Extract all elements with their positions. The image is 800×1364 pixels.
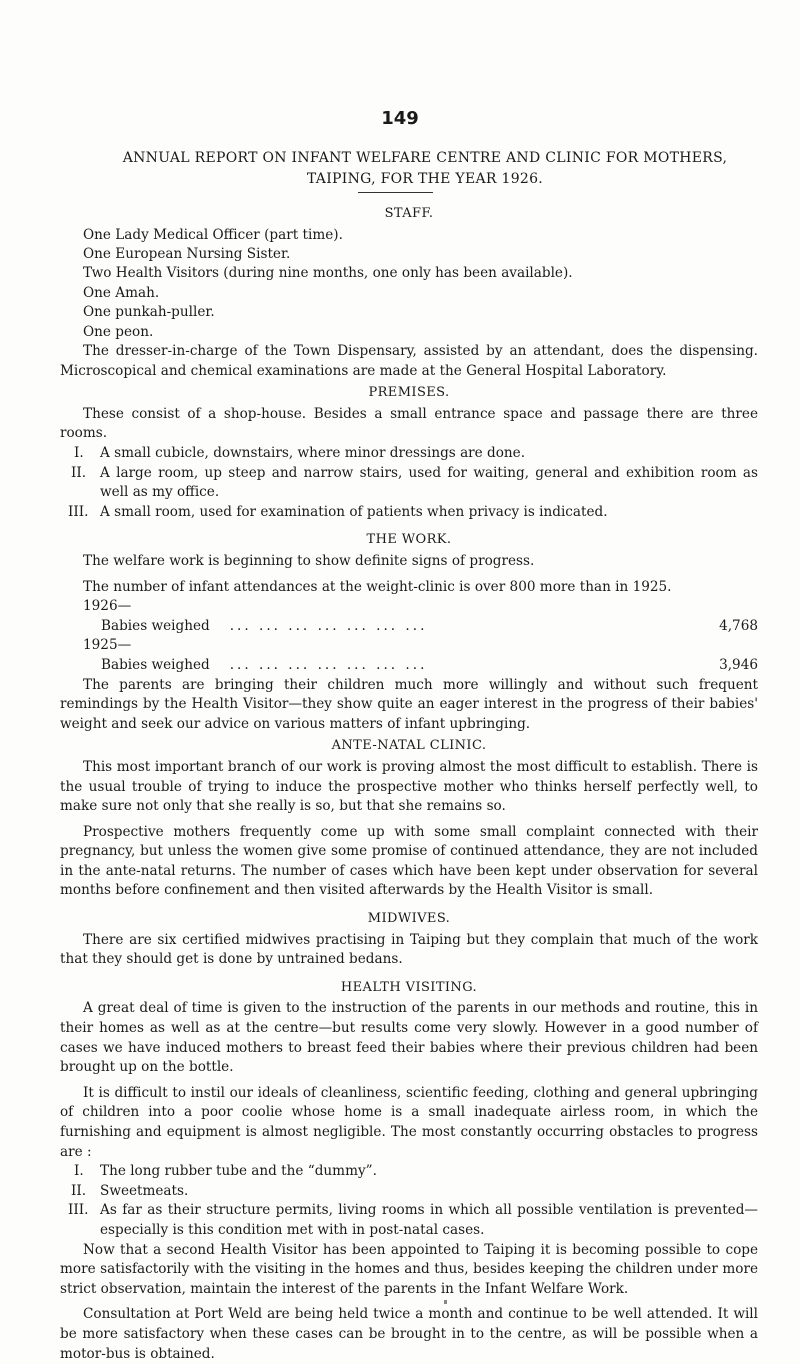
- stat-row: [60, 617, 758, 637]
- list-item: [60, 1201, 758, 1240]
- stat-value: 4,768: [719, 617, 758, 634]
- report-title: ANNUAL REPORT ON INFANT WELFARE CENTRE AND CLINIC FOR MOTHERS, TAIPING, FOR THE YEAR 1926.: [122, 150, 728, 187]
- item-number: I.: [74, 445, 84, 461]
- paragraph: Consultation at Port Weld are being held twice a month and continue to be well attended. It will be more satisfactory when these cases can be brought in to the centre, as will be possible when a motor-bus is obtained.: [60, 1306, 758, 1362]
- premises-intro: These consist of a shop-house. Besides a small entrance space and passage there are three rooms.: [60, 405, 758, 442]
- scan-speck: [444, 1300, 447, 1304]
- paragraph: The parents are bringing their children much more willingly and without such frequent remindings by the Health Visitor—they show quite an eager interest in the progress of their babies' weight and seek our advice on various matters of infant upbringing.: [60, 676, 758, 732]
- item-number: III.: [68, 1202, 89, 1219]
- item-text: A small room, used for examination of patients when privacy is indicated.: [100, 503, 608, 520]
- staff-member: Two Health Visitors (during nine months, one only has been available).: [83, 265, 573, 282]
- paragraph: Prospective mothers frequently come up with some small complaint connected with their pregnancy, but unless the women give some promise of continued attendance, they are not included in the ante-natal returns. The number of cases which have been kept under observation for several months before confinement and then visited afterwards by the Health Visitor is small.: [60, 823, 758, 899]
- paragraph: A great deal of time is given to the instruction of the parents in our methods and routine, this in their homes as well as at the centre—but results come very slowly. However in a good number of cases we have induced mothers to breast feed their babies where their previous children had been brought up on the bottle.: [60, 1000, 758, 1076]
- report-body: [60, 202, 758, 1364]
- staff-heading: STAFF.: [384, 206, 434, 221]
- list-item: [60, 464, 758, 503]
- paragraph: The number of infant attendances at the weight-clinic is over 800 more than in 1925.: [83, 578, 672, 595]
- paragraph: The welfare work is beginning to show definite signs of progress.: [83, 552, 535, 569]
- stat-label: Babies weighed: [101, 617, 210, 634]
- obstacles-list: [60, 1162, 758, 1240]
- list-item: [60, 503, 758, 523]
- antenatal-heading: ANTE-NATAL CLINIC.: [331, 738, 487, 754]
- list-item: [60, 1182, 758, 1202]
- stat-label: Babies weighed: [101, 656, 210, 673]
- staff-member: One Amah.: [83, 284, 160, 301]
- item-text: A large room, up steep and narrow stairs, used for waiting, general and exhibition room as well as my office.: [100, 464, 758, 501]
- item-text: Sweetmeats.: [100, 1182, 189, 1199]
- item-number: II.: [71, 1182, 87, 1199]
- paragraph: This most important branch of our work is proving almost the most difficult to establish. There is the usual trouble of trying to induce the prospective mother who thinks herself perfectly well, to make sure not only that she really is so, but that she remains so.: [60, 758, 758, 815]
- item-number: II.: [71, 464, 87, 481]
- leader-dots: ... ... ... ... ... ... ...: [229, 656, 428, 673]
- stat-value: 3,946: [719, 656, 758, 673]
- stat-year: 1925—: [83, 637, 132, 654]
- staff-member: One peon.: [83, 323, 154, 340]
- paragraph: It is difficult to instil our ideals of cleanliness, scientific feeding, clothing and general upbringing of children into a poor coolie whose home is a small inadequate airless room, in which the furnishing and equipment is almost negligible. The most constantly occurring obstacles to progress are :: [60, 1084, 758, 1160]
- list-item: [60, 444, 758, 464]
- rooms-list: [60, 444, 758, 522]
- stat-year: 1926—: [83, 598, 132, 615]
- staff-member: One Lady Medical Officer (part time).: [83, 226, 343, 243]
- page-number: 149: [381, 108, 419, 129]
- leader-dots: ... ... ... ... ... ... ...: [229, 617, 428, 634]
- midwives-heading: MIDWIVES.: [367, 911, 451, 927]
- item-number: III.: [68, 503, 89, 520]
- item-text: The long rubber tube and the “dummy”.: [100, 1163, 377, 1180]
- staff-list: [60, 226, 758, 342]
- item-text: As far as their structure permits, living rooms in which all possible ventilation is prevented—especially is this condition met with in post-natal cases.: [100, 1202, 758, 1238]
- staff-note: The dresser-in-charge of the Town Dispensary, assisted by an attendant, does the dispensing. Microscopical and chemical examinations are made at the General Hospital Laboratory.: [60, 343, 758, 379]
- item-text: A small cubicle, downstairs, where minor dressings are done.: [100, 445, 526, 461]
- paragraph: There are six certified midwives practising in Taiping but they complain that much of the work that they should get is done by untrained bedans.: [60, 931, 758, 968]
- premises-heading: PREMISES.: [368, 385, 450, 401]
- stat-row: [60, 656, 758, 676]
- staff-member: One European Nursing Sister.: [83, 246, 291, 262]
- health-visiting-heading: HEALTH VISITING.: [340, 979, 478, 995]
- list-item: [60, 1162, 758, 1182]
- staff-member: One punkah-puller.: [83, 304, 215, 321]
- item-number: I.: [74, 1163, 84, 1180]
- title-rule: [358, 192, 433, 193]
- work-heading: THE WORK.: [366, 532, 452, 548]
- paragraph: Now that a second Health Visitor has been appointed to Taiping it is becoming possible to cope more satisfactorily with the visiting in the homes and thus, besides keeping the children under more strict observation, maintain the interest of the parents in the Infant Welfare Work.: [60, 1241, 758, 1297]
